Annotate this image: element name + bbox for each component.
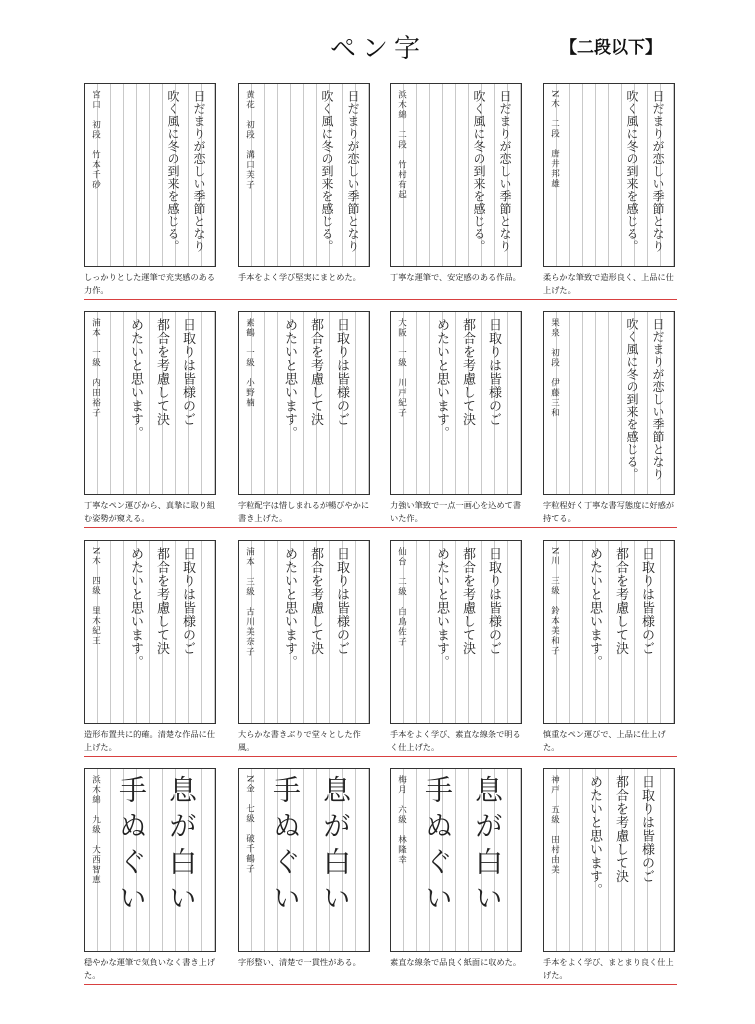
text-column: 吹く風に冬の到来を感じる。 [625, 318, 639, 481]
handwriting-sheet [238, 768, 370, 952]
handwriting-sheet [84, 768, 216, 952]
row-divider [84, 527, 677, 528]
entry-caption: 慎重なペン運びで、上品に仕上げた。 [543, 729, 666, 752]
text-column: 日取りは皆様のご [180, 318, 195, 426]
handwriting-sheet [238, 540, 370, 724]
entry-caption: 字粒配字は惜しまれるが暢びやかに書き上げた。 [238, 500, 370, 523]
text-column: 都合を考慮して決 [613, 775, 628, 883]
text-column: 息が白い [165, 775, 198, 919]
signature: 宮口 初段 竹本千砂 [90, 90, 101, 190]
handwriting-sheet [84, 83, 216, 267]
handwriting-sheet [543, 83, 675, 267]
signature: 浜木綿 九級 大西智恵 [90, 775, 101, 885]
text-column: めたいと思います。 [587, 547, 602, 669]
text-column: 都合を考慮して決 [460, 318, 475, 426]
text-column: 都合を考慮して決 [613, 547, 628, 655]
signature: 黄花 初段 溝口芙子 [244, 90, 255, 190]
handwriting-sheet [238, 311, 370, 495]
entry-caption: 素直な線条で品良く紙面に収めた。 [390, 957, 522, 967]
text-column: 手ぬぐい [421, 775, 454, 919]
text-column: 息が白い [319, 775, 352, 919]
text-column: 都合を考慮して決 [154, 318, 169, 426]
text-column: めたいと思います。 [282, 318, 297, 440]
handwriting-sheet [390, 540, 522, 724]
text-column: 都合を考慮して決 [460, 547, 475, 655]
signature: 神戸 五級 田村由美 [549, 775, 560, 875]
entry-caption: 大らかな書きぶりで堂々とした作風。 [238, 729, 361, 752]
handwriting-sheet [390, 83, 522, 267]
text-column: 日取りは皆様のご [486, 318, 501, 426]
entry-caption: 手本をよく学び堅実にまとめた。 [238, 272, 361, 282]
entry-caption: 手本をよく学び、まとまり良く仕上げた。 [543, 957, 674, 980]
handwriting-sheet [543, 768, 675, 952]
signature: 浜木綿 二段 竹村有起 [396, 90, 407, 200]
row-divider [84, 756, 677, 757]
row-divider [84, 984, 677, 985]
text-column: 日取りは皆様のご [180, 547, 195, 655]
entry-caption: 字形整い、清楚で一貫性がある。 [238, 957, 361, 967]
entry-caption: 丁寧な運筆で、安定感のある作品。 [390, 272, 521, 282]
text-column: めたいと思います。 [587, 775, 602, 897]
entry-caption: 造形布置共に的確。清楚な作品に仕上げた。 [84, 729, 216, 752]
signature: 果泉 初段 伊藤三和 [549, 318, 560, 418]
signature: 梅月 六級 林隆幸 [396, 775, 407, 865]
handwriting-sheet [390, 768, 522, 952]
entry-caption: 字粒程好く丁寧な書写態度に好感が持てる。 [543, 500, 675, 523]
text-column: 吹く風に冬の到来を感じる。 [320, 90, 334, 253]
handwriting-sheet [543, 540, 675, 724]
signature: N川 三級 鈴本美和子 [549, 547, 560, 656]
text-column: めたいと思います。 [282, 547, 297, 669]
text-column: 吹く風に冬の到来を感じる。 [472, 90, 486, 253]
row-divider [84, 299, 677, 300]
text-column: めたいと思います。 [128, 318, 143, 440]
text-column: 都合を考慮して決 [308, 318, 323, 426]
text-column: 日取りは皆様のご [334, 547, 349, 655]
signature: 大阪 一級 川戸紀子 [396, 318, 407, 418]
signature: N金 七級 破千鶴子 [244, 775, 255, 874]
text-column: 吹く風に冬の到来を感じる。 [625, 90, 639, 253]
text-column: めたいと思います。 [128, 547, 143, 669]
text-column: 日だまりが恋しい季節となり [651, 318, 665, 481]
text-column: 日だまりが恋しい季節となり [498, 90, 512, 253]
text-column: 都合を考慮して決 [308, 547, 323, 655]
handwriting-sheet [390, 311, 522, 495]
text-column: 息が白い [471, 775, 504, 919]
text-column: 日取りは皆様のご [639, 547, 654, 655]
text-column: 手ぬぐい [115, 775, 148, 919]
text-column: 都合を考慮して決 [154, 547, 169, 655]
signature: 浦本 三級 古川美奈子 [244, 547, 255, 657]
handwriting-sheet [238, 83, 370, 267]
text-column: めたいと思います。 [434, 318, 449, 440]
text-column: めたいと思います。 [434, 547, 449, 669]
handwriting-sheet [84, 311, 216, 495]
text-column: 日だまりが恋しい季節となり [346, 90, 360, 253]
entry-caption: 穏やかな運筆で気負いなく書き上げた。 [84, 957, 216, 980]
entry-caption: 柔らかな筆致で造形良く、上品に仕上げた。 [543, 272, 674, 295]
text-column: 日取りは皆様のご [486, 547, 501, 655]
text-column: 吹く風に冬の到来を感じる。 [166, 90, 180, 253]
entry-caption: しっかりとした運筆で充実感のある力作。 [84, 272, 216, 295]
text-column: 日だまりが恋しい季節となり [651, 90, 665, 253]
handwriting-sheet [543, 311, 675, 495]
page-title: ペン字 [330, 34, 427, 64]
text-column: 手ぬぐい [269, 775, 302, 919]
text-column: 日だまりが恋しい季節となり [192, 90, 206, 253]
signature: 素鶴 一級 小野楠 [244, 318, 255, 408]
handwriting-sheet [84, 540, 216, 724]
text-column: 日取りは皆様のご [639, 775, 654, 883]
grade-label: 【二段以下】 [560, 38, 662, 58]
text-column: 日取りは皆様のご [334, 318, 349, 426]
signature: N木 二段 唐井邦雄 [549, 90, 560, 189]
signature: 浦本 一級 内田裕子 [90, 318, 101, 418]
entry-caption: 力強い筆致で一点一画心を込めて書いた作。 [390, 500, 522, 523]
entry-caption: 丁寧なペン運びから、真摯に取り組む姿勢が窺える。 [84, 500, 216, 523]
signature: N木 四級 里木紀王 [90, 547, 101, 646]
signature: 仙台 二級 白鳥佐子 [396, 547, 407, 647]
entry-caption: 手本をよく学び、素直な線条で明るく仕上げた。 [390, 729, 521, 752]
